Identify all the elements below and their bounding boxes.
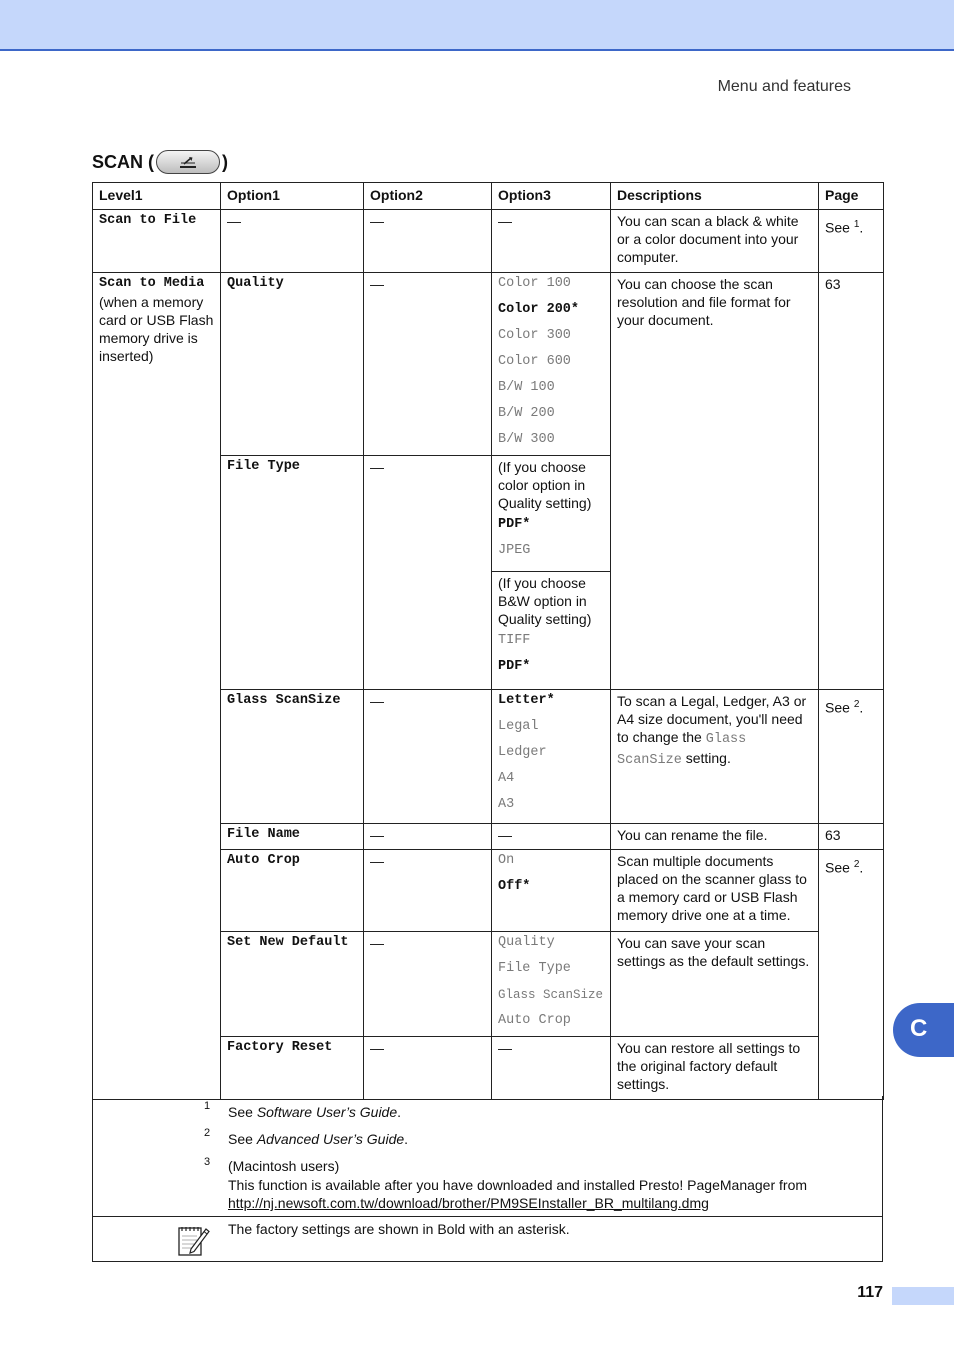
level1-label: Scan to Media [99,276,205,291]
page-ref: 63 [819,824,884,850]
dash: — [364,456,492,690]
level1-scan-to-media [93,273,221,1100]
footnote-suffix: . [397,1104,402,1120]
dash: — [364,690,492,824]
list-item: Off* [498,879,531,894]
option1-glass-scansize: Glass ScanSize [221,690,364,824]
footnote-title: Advanced User’s Guide [256,1131,405,1147]
list-item: Color 100 [498,276,571,291]
list-item: PDF* [498,659,531,674]
glass-desc-code: Glass ScanSize [617,732,747,768]
period: . [859,699,864,716]
header-option1: Option1 [221,183,364,210]
option3-set-new-default-list [492,932,611,1037]
note-box [92,1216,883,1262]
dash: — [492,210,611,273]
scan-key-icon [156,150,220,174]
period: . [859,859,864,876]
option1-file-name: File Name [221,824,364,850]
see-text: See [825,859,850,876]
header-page: Page [819,183,884,210]
description: You can rename the file. [611,824,819,850]
footnote-2 [204,1127,409,1147]
description [611,690,819,824]
page-ref [819,210,884,273]
option1-set-new-default: Set New Default [221,932,364,1037]
page-ref [819,850,884,1100]
header-option3: Option3 [492,183,611,210]
period: . [859,219,864,236]
option3-auto-crop-list [492,850,611,932]
table-header-row [93,183,884,210]
page-title [92,150,228,174]
list-item: Color 300 [498,328,571,343]
option3-quality-list [492,273,611,456]
dash: — [364,932,492,1037]
dash: — [492,1037,611,1100]
scan-menu-table [92,182,884,1100]
list-item: JPEG [498,543,531,558]
glass-desc-text: To scan a Legal, Ledger, A3 or A4 size document, you'll need to change the [617,693,807,745]
list-item: Color 600 [498,354,571,369]
list-item: A3 [498,797,515,812]
option1-auto-crop: Auto Crop [221,850,364,932]
list-item: File Type [498,961,571,976]
footnote-suffix: . [404,1131,409,1147]
page-ref: 63 [819,273,884,690]
footnote-1 [204,1100,402,1120]
table-row [93,210,884,273]
note-pencil-icon [177,1223,211,1257]
list-item: A4 [498,771,515,786]
footnote-line: (Macintosh users) [228,1158,340,1174]
footnote-prefix: See [228,1131,257,1147]
chapter-letter: C [910,1015,928,1042]
page-number: 117 [857,1284,883,1301]
footnote-ref: 2 [853,859,860,870]
title-prefix: SCAN ( [92,151,154,172]
dash: — [364,273,492,456]
top-band [0,0,954,51]
dash: — [364,210,492,273]
list-item: Quality [498,935,555,950]
list-item: Legal [498,719,539,734]
list-item: Color 200* [498,302,580,317]
option1-file-type: File Type [221,456,364,690]
option1-factory-reset: Factory Reset [221,1037,364,1100]
header-descriptions: Descriptions [611,183,819,210]
list-item: Ledger [498,745,547,760]
footnote-title: Software User’s Guide [256,1104,398,1120]
footnote-ref: 2 [853,699,860,710]
option3-file-type-bw [492,572,611,690]
list-item: B/W 200 [498,406,555,421]
option3-file-type-color [492,456,611,572]
list-item: Letter* [498,693,555,708]
description: You can restore all settings to the original factory default settings. [611,1037,819,1100]
list-item: B/W 300 [498,432,555,447]
table-row [93,273,884,456]
header-level1: Level1 [93,183,221,210]
dash: — [364,824,492,850]
dash: — [221,210,364,273]
page-ref [819,690,884,824]
footnote-prefix: See [228,1104,257,1120]
list-item: Auto Crop [498,1013,571,1028]
footnote-3 [204,1156,868,1213]
list-item: Glass ScanSize [498,988,604,1002]
file-type-color-note: (If you choose color option in Quality setting) [498,459,592,511]
footnotes [92,1096,883,1217]
header-option2: Option2 [364,183,492,210]
list-item: TIFF [498,633,531,648]
file-type-bw-note: (If you choose B&W option in Quality setting) [498,575,592,627]
level1-scan-to-file: Scan to File [93,210,221,273]
list-item: On [498,853,515,868]
footnote-ref: 1 [853,219,860,230]
description: You can choose the scan resolution and file format for your document. [611,273,819,690]
section-header: Menu and features [717,78,851,95]
note-text: The factory settings are shown in Bold with an asterisk. [228,1221,570,1237]
dash: — [364,850,492,932]
dash: — [492,824,611,850]
page-number-bar [892,1287,954,1305]
option3-glass-scansize-list [492,690,611,824]
title-suffix: ) [222,151,228,172]
glass-desc-end: setting. [685,750,731,766]
description: You can scan a black & white or a color document into your computer. [611,210,819,273]
footnote-number: 3 [204,1156,211,1168]
footnote-line: This function is available after you have downloaded and installed Presto! PageManager from [228,1176,808,1193]
see-text: See [825,219,850,236]
footnote-number: 1 [204,1100,211,1112]
footnote-number: 2 [204,1127,211,1139]
see-text: See [825,699,850,716]
dash: — [364,1037,492,1100]
description: Scan multiple documents placed on the scanner glass to a memory card or USB Flash memory drive one at a time. [611,850,819,932]
list-item: B/W 100 [498,380,555,395]
level1-note: (when a memory card or USB Flash memory drive is inserted) [99,294,214,364]
description: You can save your scan settings as the default settings. [611,932,819,1037]
option1-quality: Quality [221,273,364,456]
chapter-tab [893,1003,954,1057]
list-item: PDF* [498,517,531,532]
download-link[interactable]: http://nj.newsoft.com.tw/download/brother/PM9SEInstaller_BR_multilang.dmg [228,1195,709,1211]
